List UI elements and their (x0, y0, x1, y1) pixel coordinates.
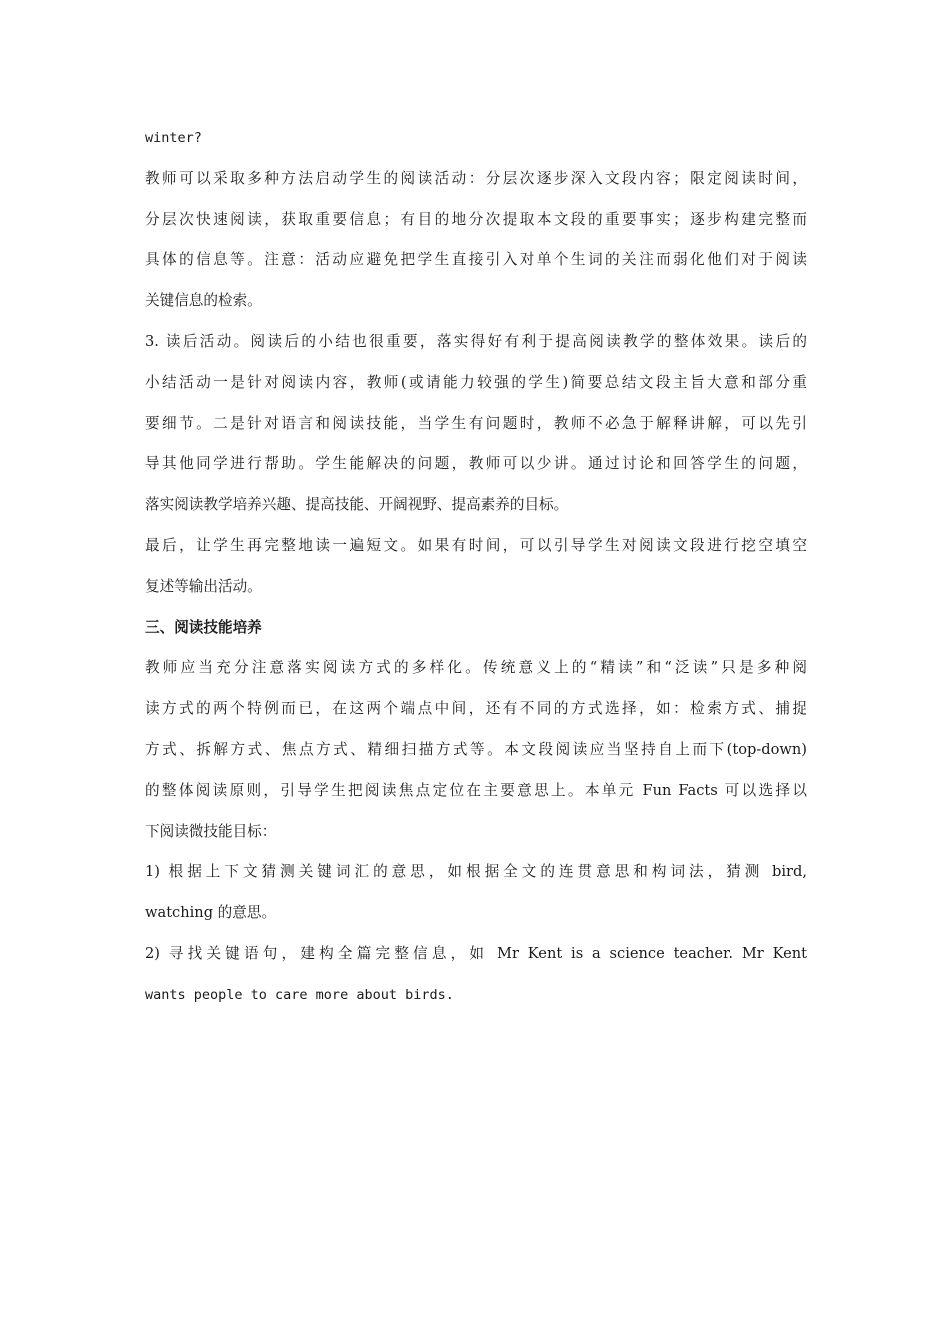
document-body (145, 118, 807, 1016)
text-line: 下阅读微技能目标： (145, 822, 277, 840)
text-line: 方式、拆解方式、焦点方式、精细扫描方式等。本文段阅读应当坚持自上而下(top-down) (145, 740, 807, 758)
text-line: 导其他同学进行帮助。学生能解决的问题，教师可以少讲。通过讨论和回答学生的问题， (145, 455, 807, 473)
text-line: 3. 读后活动。阅读后的小结也很重要，落实得好有利于提高阅读教学的整体效果。读后的 (145, 332, 807, 350)
list-item-line: watching 的意思。 (145, 904, 277, 922)
text-line: 教师可以采取多种方法启动学生的阅读活动：分层次逐步深入文段内容；限定阅读时间， (145, 169, 807, 187)
text-line: 具体的信息等。注意：活动应避免把学生直接引入对单个生词的关注而弱化他们对于阅读 (145, 251, 807, 269)
text-line: 最后，让学生再完整地读一遍短文。如果有时间，可以引导学生对阅读文段进行挖空填空 (145, 536, 807, 554)
list-item-line: 2) 寻找关键语句，建构全篇完整信息，如 Mr Kent is a science teacher. Mr Kent (145, 944, 807, 962)
text-line: 读方式的两个特例而已，在这两个端点中间，还有不同的方式选择，如：检索方式、捕捉 (145, 700, 807, 718)
text-line: 分层次快速阅读，获取重要信息；有目的地分次提取本文段的重要事实；逐步构建完整而 (145, 210, 807, 228)
text-line: 要细节。二是针对语言和阅读技能，当学生有问题时，教师不必急于解释讲解，可以先引 (145, 414, 807, 432)
text-line: 复述等输出活动。 (145, 577, 262, 595)
section-heading: 三、阅读技能培养 (145, 618, 262, 636)
list-item-line: 1) 根据上下文猜测关键词汇的意思，如根据全文的连贯意思和构词法，猜测 bird, (145, 863, 807, 881)
text-line: 小结活动一是针对阅读内容，教师(或请能力较强的学生)简要总结文段主旨大意和部分重 (145, 373, 807, 391)
list-item-line: wants people to care more about birds. (145, 986, 454, 1003)
text-line: 落实阅读教学培养兴趣、提高技能、开阔视野、提高素养的目标。 (145, 496, 569, 514)
text-line: winter? (145, 130, 202, 146)
text-line: 的整体阅读原则，引导学生把阅读焦点定位在主要意思上。本单元 Fun Facts 可以选择以 (145, 781, 807, 799)
text-line: 关键信息的检索。 (145, 292, 262, 310)
text-line: 教师应当充分注意落实阅读方式的多样化。传统意义上的“精读”和“泛读”只是多种阅 (145, 659, 807, 677)
